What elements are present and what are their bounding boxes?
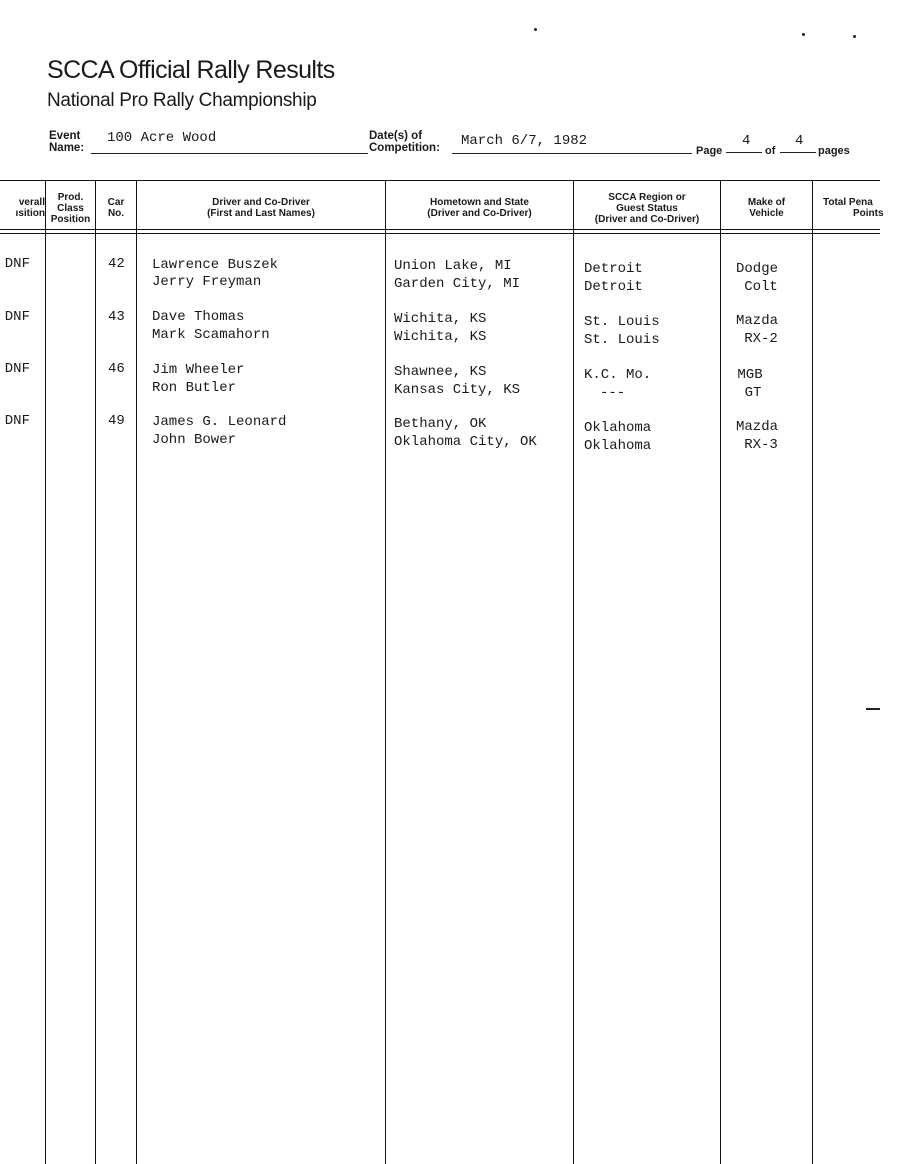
- row-codriver: John Bower: [152, 432, 237, 448]
- page-title: SCCA Official Rally Results: [47, 56, 335, 84]
- header-hometown: Hometown and State (Driver and Co-Driver): [427, 197, 532, 219]
- pages-label: pages: [818, 145, 850, 157]
- row-codriver: Ron Butler: [152, 380, 237, 396]
- row-position: DNF: [4, 256, 30, 272]
- row-car-number: 49: [108, 413, 125, 429]
- scan-speck: [802, 33, 805, 36]
- row-make: Dodge: [735, 261, 778, 277]
- scan-speck: [853, 35, 856, 38]
- row-make: MGB: [737, 367, 763, 383]
- row-hometown-codriver: Wichita, KS: [394, 329, 487, 345]
- row-car-number: 42: [108, 256, 125, 272]
- column-divider: [45, 180, 46, 1164]
- date-label: Date(s) of Competition:: [369, 130, 440, 154]
- column-divider: [573, 180, 574, 1164]
- row-region-driver: Detroit: [584, 261, 643, 277]
- header-car-number: Car No.: [107, 197, 125, 219]
- row-model: GT: [744, 385, 762, 401]
- row-model: RX-3: [744, 437, 778, 453]
- page-number-underline: [726, 152, 762, 153]
- header-overall-position: verall ısition: [15, 197, 45, 219]
- row-region-codriver: Oklahoma: [584, 438, 652, 454]
- row-position: DNF: [4, 309, 30, 325]
- header-driver: Driver and Co-Driver (First and Last Names): [207, 197, 315, 219]
- row-make: Mazda: [735, 419, 778, 435]
- row-hometown-driver: Shawnee, KS: [394, 364, 487, 380]
- row-make: Mazda: [735, 313, 778, 329]
- row-hometown-codriver: Garden City, MI: [394, 276, 521, 292]
- row-region-driver: K.C. Mo.: [584, 367, 652, 383]
- row-model: Colt: [744, 279, 778, 295]
- header-penalty-points: Total Pena Points: [823, 197, 884, 219]
- row-car-number: 46: [108, 361, 125, 377]
- row-hometown-driver: Bethany, OK: [394, 416, 487, 432]
- header-region: SCCA Region or Guest Status (Driver and Co-Driver): [594, 191, 700, 225]
- row-codriver: Jerry Freyman: [152, 274, 262, 290]
- row-region-codriver: ---: [600, 385, 626, 401]
- page-total: 4: [795, 133, 804, 149]
- page-total-underline: [780, 152, 816, 153]
- of-label: of: [765, 145, 776, 157]
- row-codriver: Mark Scamahorn: [152, 327, 270, 343]
- date-value: March 6/7, 1982: [461, 133, 588, 149]
- page-label: Page: [696, 145, 723, 157]
- row-driver: Lawrence Buszek: [152, 257, 279, 273]
- row-region-driver: Oklahoma: [584, 420, 652, 436]
- row-hometown-codriver: Oklahoma City, OK: [394, 434, 537, 450]
- row-hometown-codriver: Kansas City, KS: [394, 382, 521, 398]
- row-hometown-driver: Union Lake, MI: [394, 258, 512, 274]
- header-class-position: Prod. Class Position: [50, 191, 91, 225]
- page-number: 4: [742, 133, 751, 149]
- row-region-codriver: Detroit: [584, 279, 643, 295]
- column-divider: [720, 180, 721, 1164]
- column-divider: [385, 180, 386, 1164]
- event-name-underline: [91, 153, 368, 154]
- row-driver: Jim Wheeler: [152, 362, 245, 378]
- event-name-value: 100 Acre Wood: [107, 130, 217, 146]
- table-header-rule-2: [0, 233, 880, 234]
- scan-speck: [534, 28, 537, 31]
- event-name-label: Event Name:: [49, 130, 85, 154]
- header-make: Make of Vehicle: [747, 197, 786, 219]
- column-divider: [136, 180, 137, 1164]
- column-divider: [95, 180, 96, 1164]
- scan-speck: [866, 708, 880, 710]
- row-region-codriver: St. Louis: [584, 332, 660, 348]
- row-region-driver: St. Louis: [584, 314, 660, 330]
- page-subtitle: National Pro Rally Championship: [47, 90, 317, 111]
- date-underline: [452, 153, 692, 154]
- row-car-number: 43: [108, 309, 125, 325]
- column-divider: [812, 180, 813, 1164]
- row-driver: James G. Leonard: [152, 414, 287, 430]
- row-model: RX-2: [744, 331, 778, 347]
- row-driver: Dave Thomas: [152, 309, 245, 325]
- row-position: DNF: [4, 413, 30, 429]
- row-position: DNF: [4, 361, 30, 377]
- row-hometown-driver: Wichita, KS: [394, 311, 487, 327]
- table-top-rule: [0, 180, 880, 181]
